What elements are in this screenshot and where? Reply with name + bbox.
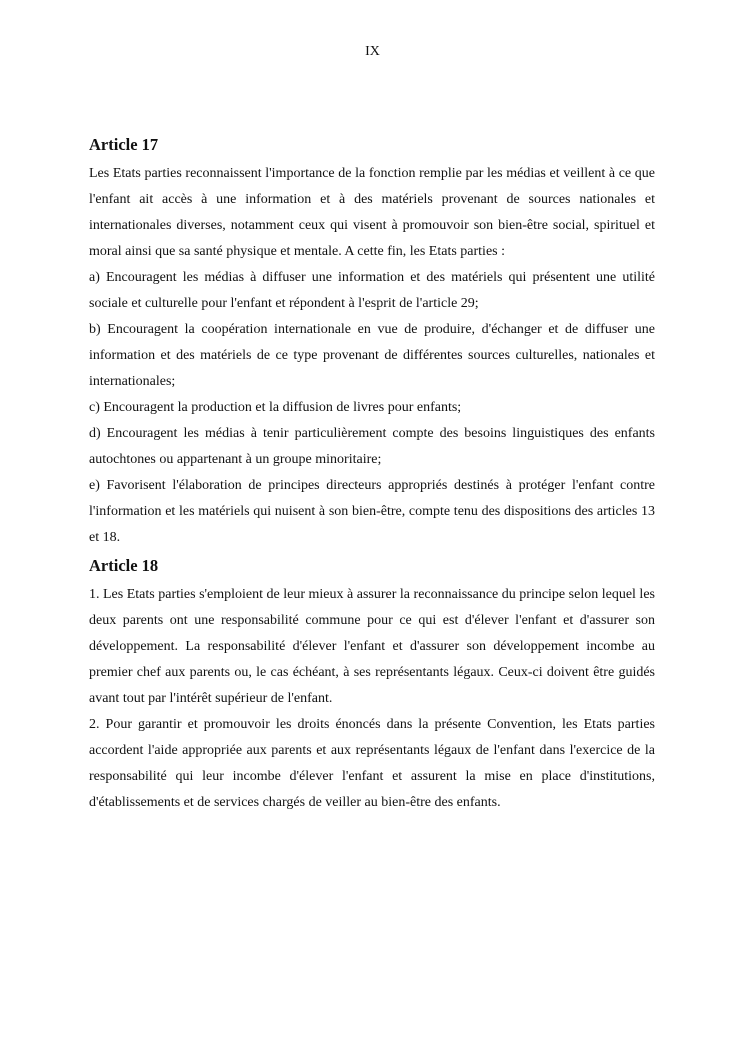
article-18-section xyxy=(89,555,655,816)
article-17-item-e: e) Favorisent l'élaboration de principes directeurs appropriés destinés à protéger l'enfant contre l'information et les matériels qui nuisent à son bien-être, compte tenu des dispositions des articles 13 et 18. xyxy=(89,478,655,545)
article-18-heading: Article 18 xyxy=(89,556,159,575)
article-18-paragraph-1: 1. Les Etats parties s'emploient de leur mieux à assurer la reconnaissance du principe selon lequel les deux parents ont une responsabilité commune pour ce qui est d'élever l'enfant et d'assurer son développement. La responsabilité d'élever l'enfant et d'assurer son développement incombe au premier chef aux parents ou, le cas échéant, à ses représentants légaux. Ceux-ci doivent être guidés avant tout par l'intérêt supérieur de l'enfant. xyxy=(89,587,655,706)
article-17-item-c: c) Encouragent la production et la diffusion de livres pour enfants; xyxy=(89,400,462,415)
article-17-item-a: a) Encouragent les médias à diffuser une information et des matériels qui présentent une utilité sociale et culturelle pour l'enfant et répondent à l'esprit de l'article 29; xyxy=(89,270,655,311)
article-18-paragraph-2: 2. Pour garantir et promouvoir les droits énoncés dans la présente Convention, les Etats parties accordent l'aide appropriée aux parents et aux représentants légaux de l'enfant dans l'exercice de la responsabilité qui leur incombe d'élever l'enfant et assurent la mise en place d'institutions, d'établissements et de services chargés de veiller au bien-être des enfants. xyxy=(89,717,655,810)
page-number: IX xyxy=(365,44,380,59)
article-17-heading: Article 17 xyxy=(89,135,159,154)
document-body xyxy=(89,134,655,816)
article-17-item-b: b) Encouragent la coopération internationale en vue de produire, d'échanger et de diffuser une information et des matériels de ce type provenant de différentes sources culturelles, nationales et internationales; xyxy=(89,322,655,389)
article-17-item-d: d) Encouragent les médias à tenir particulièrement compte des besoins linguistiques des enfants autochtones ou appartenant à un groupe minoritaire; xyxy=(89,426,655,467)
article-17-intro-paragraph: Les Etats parties reconnaissent l'importance de la fonction remplie par les médias et veillent à ce que l'enfant ait accès à une information et à des matériels provenant de sources nationales et internationales diverses, notamment ceux qui visent à promouvoir son bien-être social, spirituel et moral ainsi que sa santé physique et mentale. A cette fin, les Etats parties : xyxy=(89,166,655,259)
article-17-section xyxy=(89,134,655,551)
